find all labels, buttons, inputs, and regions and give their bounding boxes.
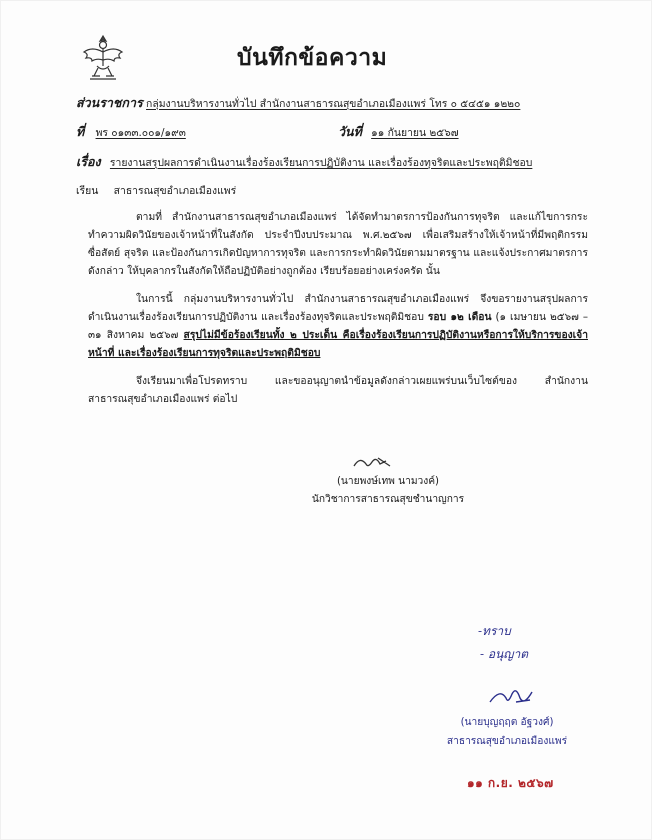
agency-value: กลุ่มงานบริหารงานทั่วไป สำนักงานสาธารณสุขอำเภอเมืองแพร่ โทร ๐ ๕๔๕๑ ๑๒๒๐ (146, 98, 521, 110)
paragraph-1-text: ตามที่ สำนักงานสาธารณสุขอำเภอเมืองแพร่ ได้จัดทำมาตรการป้องกันการทุจริต และแก้ไขการกระทำความผิดวินัยของเจ้าหน้าที่ในสังกัด ประจำปีงบประมาณ พ.ศ.๒๕๖๗ เพื่อเสริมสร้างให้เจ้าหน้าที่มีพฤติกรรมซื่อสัตย์ สุจริต และป้องกันการเกิดปัญหาการทุจริต และการกระทำผิดวินัยตามมาตรฐาน และแจ้งประกาศมาตรการ ดังกล่าว ให้บุคลากรในสังกัดให้ถือปฏิบัติอย่างถูกต้อง เรียบร้อยอย่างเคร่งครัด นั้น (88, 211, 588, 277)
signature-1-icon (350, 452, 400, 474)
page-title: บันทึกข้อความ (237, 45, 388, 71)
paragraph-2-text: ในการนี้ กลุ่มงานบริหารงานทั่วไป สำนักงานสาธารณสุขอำเภอเมืองแพร่ จึงขอรายงานสรุปผลการดำเนินงานเรื่องร้องเรียนการปฏิบัติงาน และเรื่องร้องทุจริตและประพฤติมิชอบ (88, 293, 588, 323)
ref-value: พร ๐๑๓๓.๐๐๑/๑๙๓ (95, 127, 186, 139)
to-value: สาธารณสุขอำเภอเมืองแพร่ (113, 185, 237, 197)
approval-date-stamp: ๑๑ ก.ย. ๒๕๖๗ (467, 776, 554, 790)
signer-1-name: (นายพงษ์เทพ นามวงค์) (336, 476, 440, 487)
paragraph-2 (88, 290, 588, 362)
ref-row (76, 122, 186, 142)
subject-row (76, 152, 532, 172)
approver-name: (นายบุญฤฤต อัฐวงศ์) (460, 717, 554, 728)
period-text: (๑ เมษายน ๒๕๖๗ – ๓๑ สิงหาคม ๒๕๖๗ (88, 311, 588, 341)
subject-label: เรื่อง (76, 154, 101, 169)
ref-label: ที่ (76, 124, 85, 139)
approver-position: สาธารณสุขอำเภอเมืองแพร่ (446, 736, 568, 747)
to-row (76, 182, 236, 199)
signer-1-position: นักวิชาการสาธารณสุขชำนาญการ (311, 494, 465, 505)
paragraph-3 (88, 372, 588, 408)
date-label: วันที่ (338, 124, 362, 139)
to-label: เรียน (76, 185, 99, 197)
date-row (338, 122, 459, 142)
date-value: ๑๑ กันยายน ๒๕๖๗ (371, 127, 459, 139)
agency-label: ส่วนราชการ (76, 95, 143, 110)
paragraph-3-text: จึงเรียนมาเพื่อโปรดทราบ และขออนุญาตนำข้อมูลดังกล่าวเผยแพร่บนเว็บไซต์ของ สำนักงานสาธารณสุขอำเภอเมืองแพร่ ต่อไป (88, 375, 588, 405)
agency-row (76, 93, 520, 113)
approval-note-2: - อนุญาต (480, 647, 529, 661)
subject-value: รายงานสรุปผลการดำเนินงานเรื่องร้องเรียนการปฏิบัติงาน และเรื่องร้องทุจริตและประพฤติมิชอบ (109, 157, 533, 169)
signature-2-icon (486, 684, 538, 710)
summary-text: สรุปไม่มีข้อร้องเรียนทั้ง ๒ ประเด็น คือเรื่องร้องเรียนการปฏิบัติงานหรือการให้บริการของเจ้าหน้าที่ และเรื่องร้องเรียนการทุจริตและประพฤติมิชอบ (88, 329, 588, 359)
round-text: รอบ ๑๒ เดือน (427, 311, 492, 323)
paragraph-1 (88, 208, 588, 280)
garuda-seal-icon (80, 32, 126, 82)
approval-note-1: -ทราบ (478, 624, 511, 638)
